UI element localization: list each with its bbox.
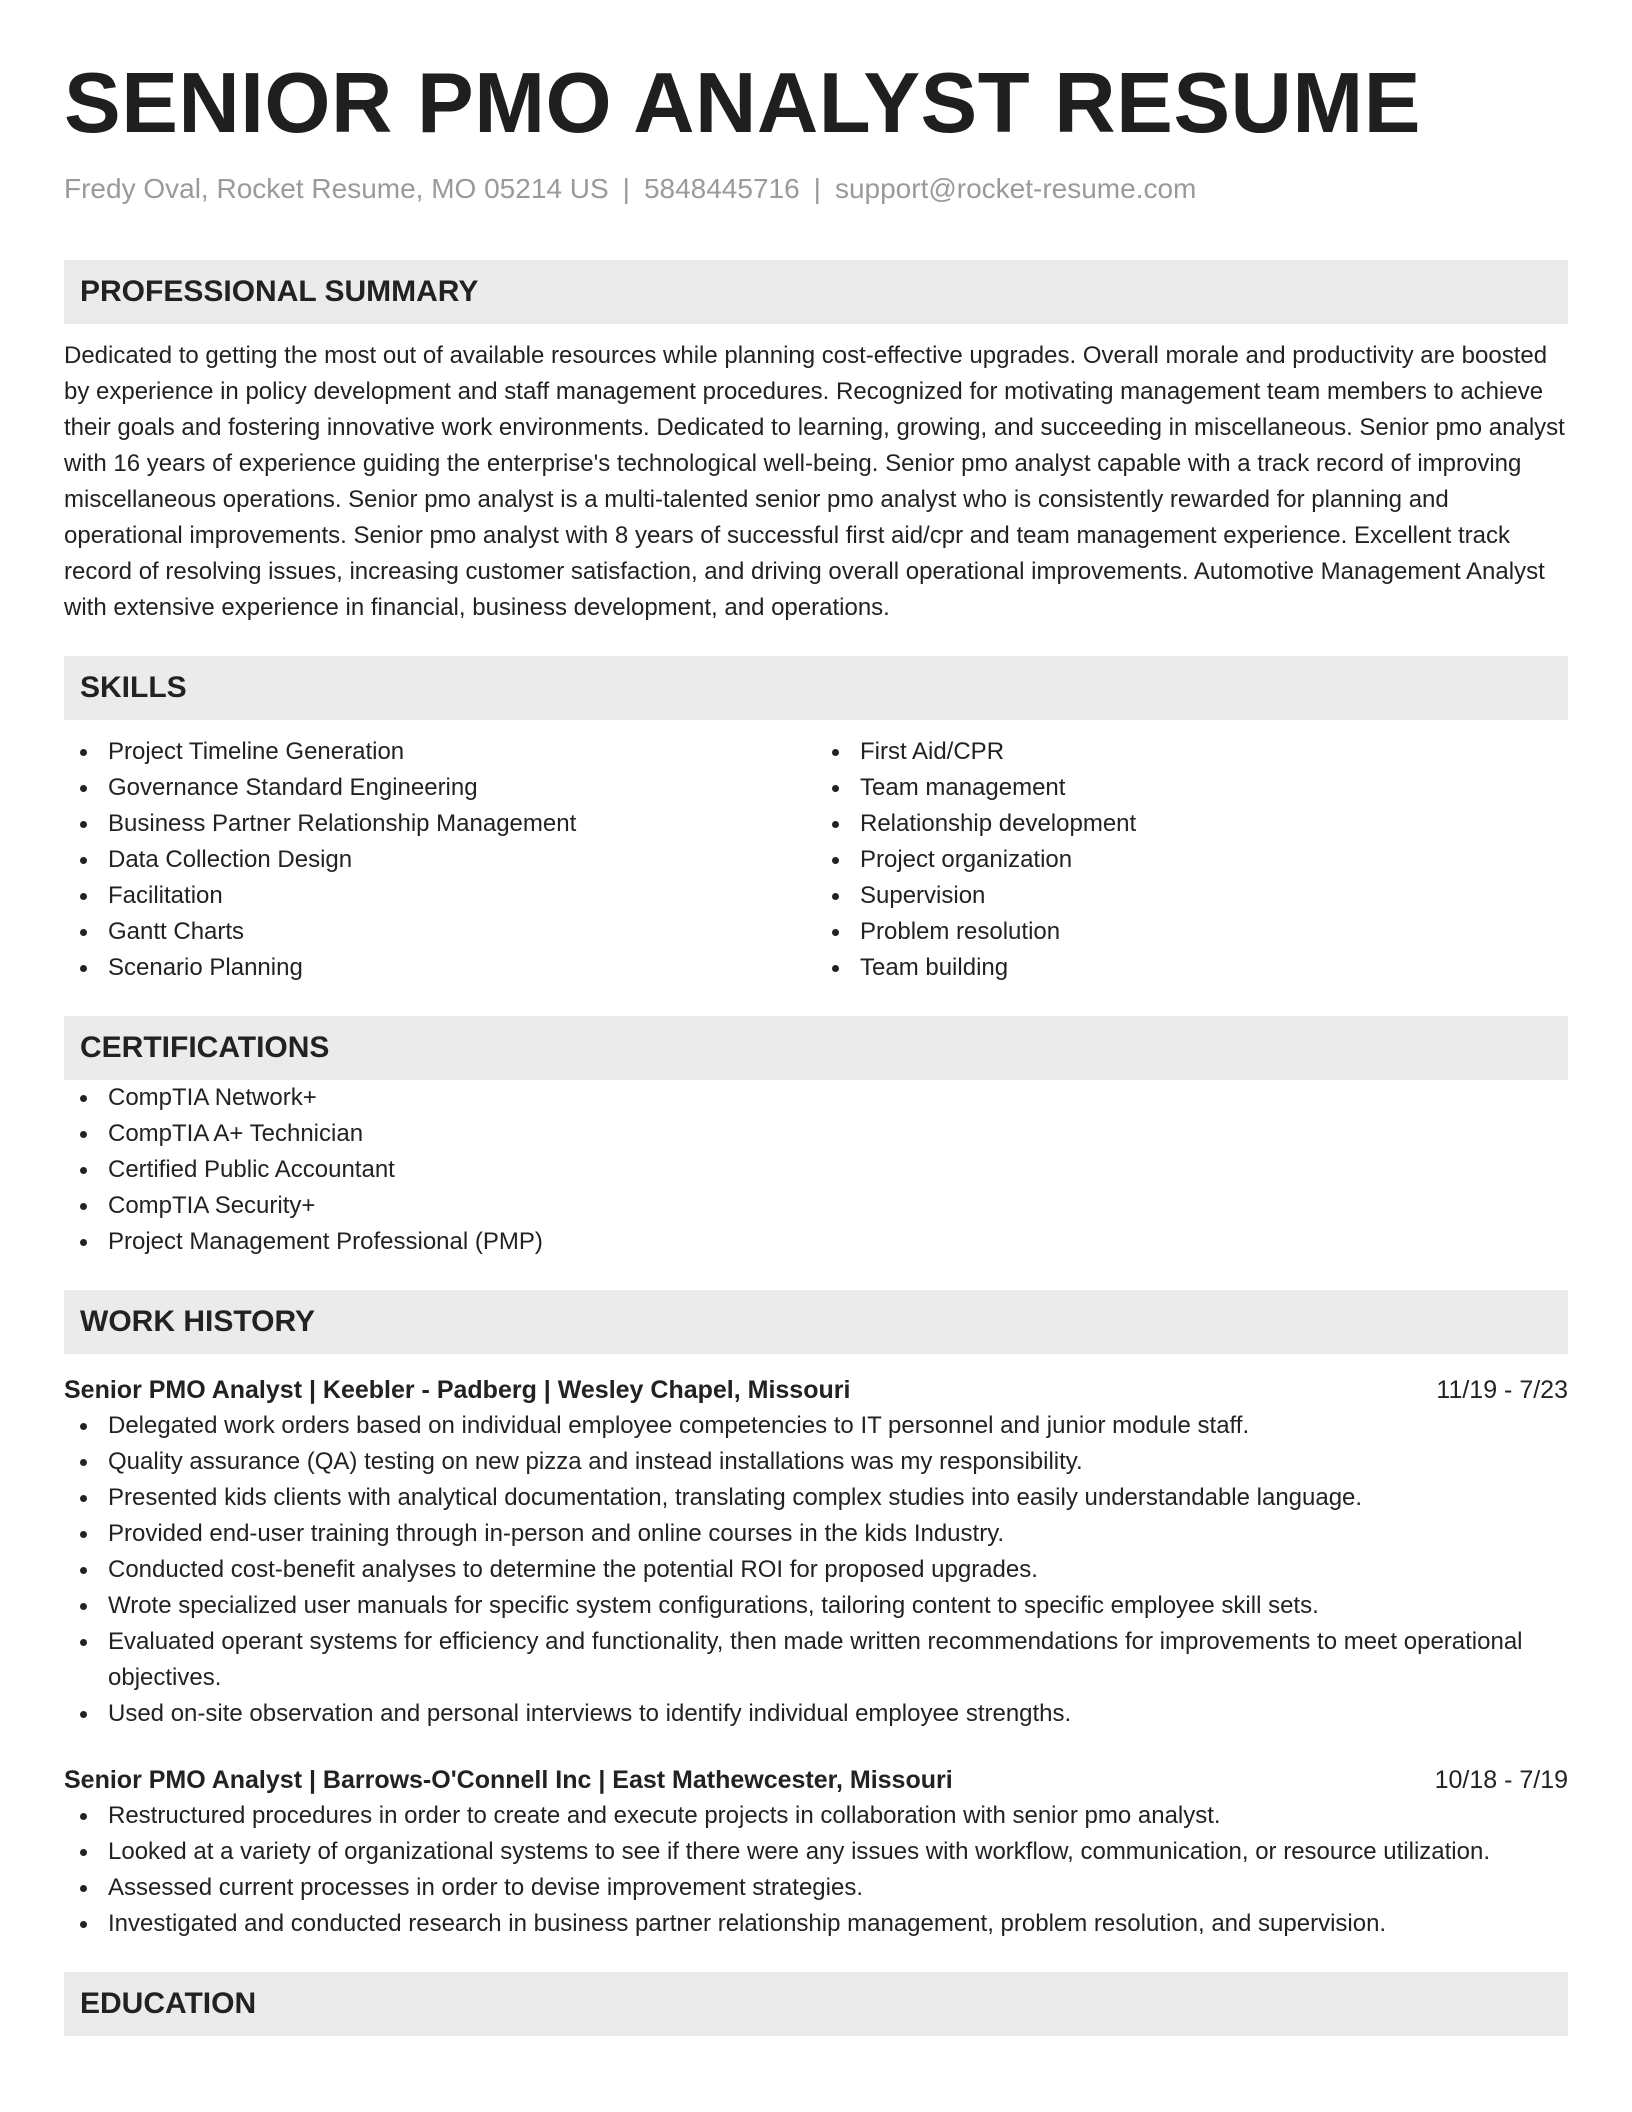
summary-text: Dedicated to getting the most out of available resources while planning cost-effective upgrades. Overall morale and productivity are boosted by experience in policy development and staff management procedures. Recognized for motivating management team members to achieve their goals and fostering innovative work environments. Dedicated to learning, growing, and succeeding in miscellaneous. Senior pmo analyst with 16 years of experience guiding the enterprise's technological well-being. Senior pmo analyst capable with a track record of improving miscellaneous operations. Senior pmo analyst is a multi-talented senior pmo analyst who is consistently rewarded for planning and operational improvements. Senior pmo analyst with 8 years of successful first aid/cpr and team management experience. Excellent track record of resolving issues, increasing customer satisfaction, and driving overall operational improvements. Automotive Management Analyst with extensive experience in financial, business development, and operations.: [64, 342, 1565, 621]
skills-list-left: [64, 734, 816, 986]
skill-item: Supervision: [816, 878, 1568, 914]
skills-grid: [64, 734, 1568, 986]
certification-item: Project Management Professional (PMP): [64, 1224, 1568, 1260]
job-header: [64, 1762, 1568, 1798]
job-title: Senior PMO Analyst | Keebler - Padberg | Wesley Chapel, Missouri: [64, 1376, 851, 1404]
skill-item: Project organization: [816, 842, 1568, 878]
job-bullets: [64, 1408, 1568, 1732]
section-header-work-history: WORK HISTORY: [64, 1290, 1568, 1354]
skill-item: Business Partner Relationship Management: [64, 806, 816, 842]
contact-address: Fredy Oval, Rocket Resume, MO 05214 US: [64, 173, 609, 204]
section-header-summary: PROFESSIONAL SUMMARY: [64, 260, 1568, 324]
skills-column-right: [816, 734, 1568, 986]
skill-item: Gantt Charts: [64, 914, 816, 950]
job-bullet: Provided end-user training through in-person and online courses in the kids Industry.: [64, 1516, 1568, 1552]
section-header-certifications: CERTIFICATIONS: [64, 1016, 1568, 1080]
section-header-skills: SKILLS: [64, 656, 1568, 720]
skill-item: First Aid/CPR: [816, 734, 1568, 770]
certification-item: CompTIA Security+: [64, 1188, 1568, 1224]
job-bullet: Quality assurance (QA) testing on new pizza and instead installations was my responsibility.: [64, 1444, 1568, 1480]
contact-line: [64, 172, 1568, 206]
skill-item: Project Timeline Generation: [64, 734, 816, 770]
skills-list-right: [816, 734, 1568, 986]
job-bullet: Investigated and conducted research in business partner relationship management, problem resolution, and supervision.: [64, 1906, 1568, 1942]
certification-item: Certified Public Accountant: [64, 1152, 1568, 1188]
job-bullet: Conducted cost-benefit analyses to determine the potential ROI for proposed upgrades.: [64, 1552, 1568, 1588]
skill-item: Scenario Planning: [64, 950, 816, 986]
resume-title: SENIOR PMO ANALYST RESUME: [64, 56, 1421, 151]
job-title: Senior PMO Analyst | Barrows-O'Connell Inc | East Mathewcester, Missouri: [64, 1766, 953, 1794]
job-bullet: Wrote specialized user manuals for specific system configurations, tailoring content to specific employee skill sets.: [64, 1588, 1568, 1624]
skill-item: Data Collection Design: [64, 842, 816, 878]
skill-item: Governance Standard Engineering: [64, 770, 816, 806]
skill-item: Facilitation: [64, 878, 816, 914]
job-dates: 11/19 - 7/23: [1436, 1376, 1568, 1404]
section-header-education: EDUCATION: [64, 1972, 1568, 2036]
job-bullet: Restructured procedures in order to create and execute projects in collaboration with senior pmo analyst.: [64, 1798, 1568, 1834]
skills-column-left: [64, 734, 816, 986]
job-bullet: Used on-site observation and personal interviews to identify individual employee strengths.: [64, 1696, 1568, 1732]
job-bullets: [64, 1798, 1568, 1942]
skill-item: Relationship development: [816, 806, 1568, 842]
skill-item: Team building: [816, 950, 1568, 986]
job-dates: 10/18 - 7/19: [1434, 1766, 1568, 1794]
job-bullet: Delegated work orders based on individual employee competencies to IT personnel and junior module staff.: [64, 1408, 1568, 1444]
contact-email: support@rocket-resume.com: [834, 173, 1197, 204]
job-bullet: Assessed current processes in order to devise improvement strategies.: [64, 1870, 1568, 1906]
certification-item: CompTIA Network+: [64, 1080, 1568, 1116]
job-bullet: Presented kids clients with analytical documentation, translating complex studies into easily understandable language.: [64, 1480, 1568, 1516]
job-bullet: Evaluated operant systems for efficiency and functionality, then made written recommendations for improvements to meet operational objectives.: [64, 1624, 1568, 1696]
job-header: [64, 1372, 1568, 1408]
contact-separator: |: [813, 173, 821, 204]
skill-item: Problem resolution: [816, 914, 1568, 950]
certification-item: CompTIA A+ Technician: [64, 1116, 1568, 1152]
job-bullet: Looked at a variety of organizational systems to see if there were any issues with workflow, communication, or resource utilization.: [64, 1834, 1568, 1870]
contact-phone: 5848445716: [643, 173, 800, 204]
certifications-list: [64, 1080, 1568, 1260]
skill-item: Team management: [816, 770, 1568, 806]
contact-separator: |: [622, 173, 630, 204]
